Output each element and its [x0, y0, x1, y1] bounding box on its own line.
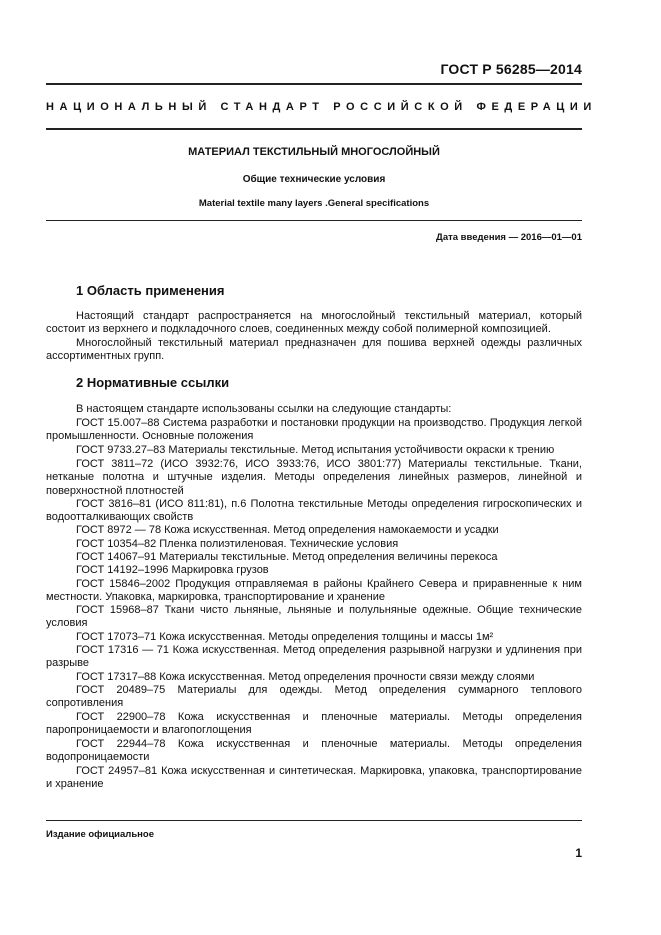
reference-item: ГОСТ 9733.27–83 Материалы текстильные. Метод испытания устойчивости окраски к трению [76, 444, 555, 456]
reference-item: ГОСТ 14067–91 Материалы текстильные. Метод определения величины перекоса [76, 551, 498, 563]
section-heading: 2 Нормативные ссылки [76, 375, 230, 390]
document-subtitle: Общие технические условия [242, 174, 386, 185]
reference-item: ГОСТ 3816–81 (ИСО 811:81), п.6 Полотна текстильные Методы определения гигроскопических и водоотталкивающих свойств [46, 498, 582, 524]
title-rule-bottom [46, 220, 582, 221]
reference-item: ГОСТ 14192–1996 Маркировка грузов [76, 564, 269, 576]
edition-label: Издание официальное [46, 829, 154, 840]
footer-rule [46, 820, 582, 821]
english-title: Material textile many layers .General specifications [198, 198, 430, 209]
paragraph: В настоящем стандарте использованы ссылки на следующие стандарты: [76, 403, 452, 415]
reference-item: ГОСТ 20489–75 Материалы для одежды. Метод определения суммарного теплового сопротивления [46, 684, 582, 710]
reference-item: ГОСТ 10354–82 Пленка полиэтиленовая. Технические условия [76, 538, 399, 550]
paragraph: Настоящий стандарт распространяется на многослойный текстильный материал, который состоит из верхнего и подкладочного слоев, соединенных между собой полимерной композицией. [46, 310, 582, 336]
reference-item: ГОСТ 17073–71 Кожа искусственная. Методы определения толщины и массы 1м² [76, 631, 494, 643]
reference-item: ГОСТ 22900–78 Кожа искусственная и пленочные материалы. Методы определения паропроницаемости и влагопоглощения [46, 711, 582, 737]
section-heading: 1 Область применения [76, 283, 225, 298]
document-code: ГОСТ Р 56285—2014 [440, 61, 582, 77]
header-rule [46, 83, 582, 85]
introduction-date: Дата введения — 2016—01—01 [436, 232, 582, 243]
reference-item: ГОСТ 15968–87 Ткани чисто льняные, льняные и полульняные одежные. Общие технические условия [46, 604, 582, 630]
paragraph: Многослойный текстильный материал предназначен для пошива верхней одежды различных ассортиментных групп. [46, 337, 582, 363]
reference-item: ГОСТ 24957–81 Кожа искусственная и синтетическая. Маркировка, упаковка, транспортирование и хранение [46, 765, 582, 791]
reference-item: ГОСТ 17316 — 71 Кожа искусственная. Метод определения разрывной нагрузки и удлинения при разрыве [46, 644, 582, 670]
document-title: МАТЕРИАЛ ТЕКСТИЛЬНЫЙ МНОГОСЛОЙНЫЙ [188, 146, 440, 158]
reference-item: ГОСТ 8972 — 78 Кожа искусственная. Метод определения намокаемости и усадки [76, 524, 499, 536]
page-number: 1 [575, 846, 582, 860]
reference-item: ГОСТ 3811–72 (ИСО 3932:76, ИСО 3933:76, ИСО 3801:77) Материалы текстильные. Ткани, нетканые полотна и штучные изделия. Методы определения линейных размеров, линейной и поверхностной плотностей [46, 458, 582, 497]
reference-item: ГОСТ 15.007–88 Система разработки и постановки продукции на производство. Продукция легкой промышленности. Основные положения [46, 417, 582, 443]
reference-item: ГОСТ 17317–88 Кожа искусственная. Метод определения прочности связи между слоями [76, 671, 535, 683]
reference-item: ГОСТ 15846–2002 Продукция отправляемая в районы Крайнего Севера и приравненные к ним местности. Упаковка, маркировка, транспортирование и хранение [46, 578, 582, 604]
reference-item: ГОСТ 22944–78 Кожа искусственная и пленочные материалы. Методы определения водопроницаемости [46, 738, 582, 764]
national-standard-banner: НАЦИОНАЛЬНЫЙ СТАНДАРТ РОССИЙСКОЙ ФЕДЕРАЦИИ [46, 101, 597, 113]
title-rule-top [46, 128, 582, 130]
